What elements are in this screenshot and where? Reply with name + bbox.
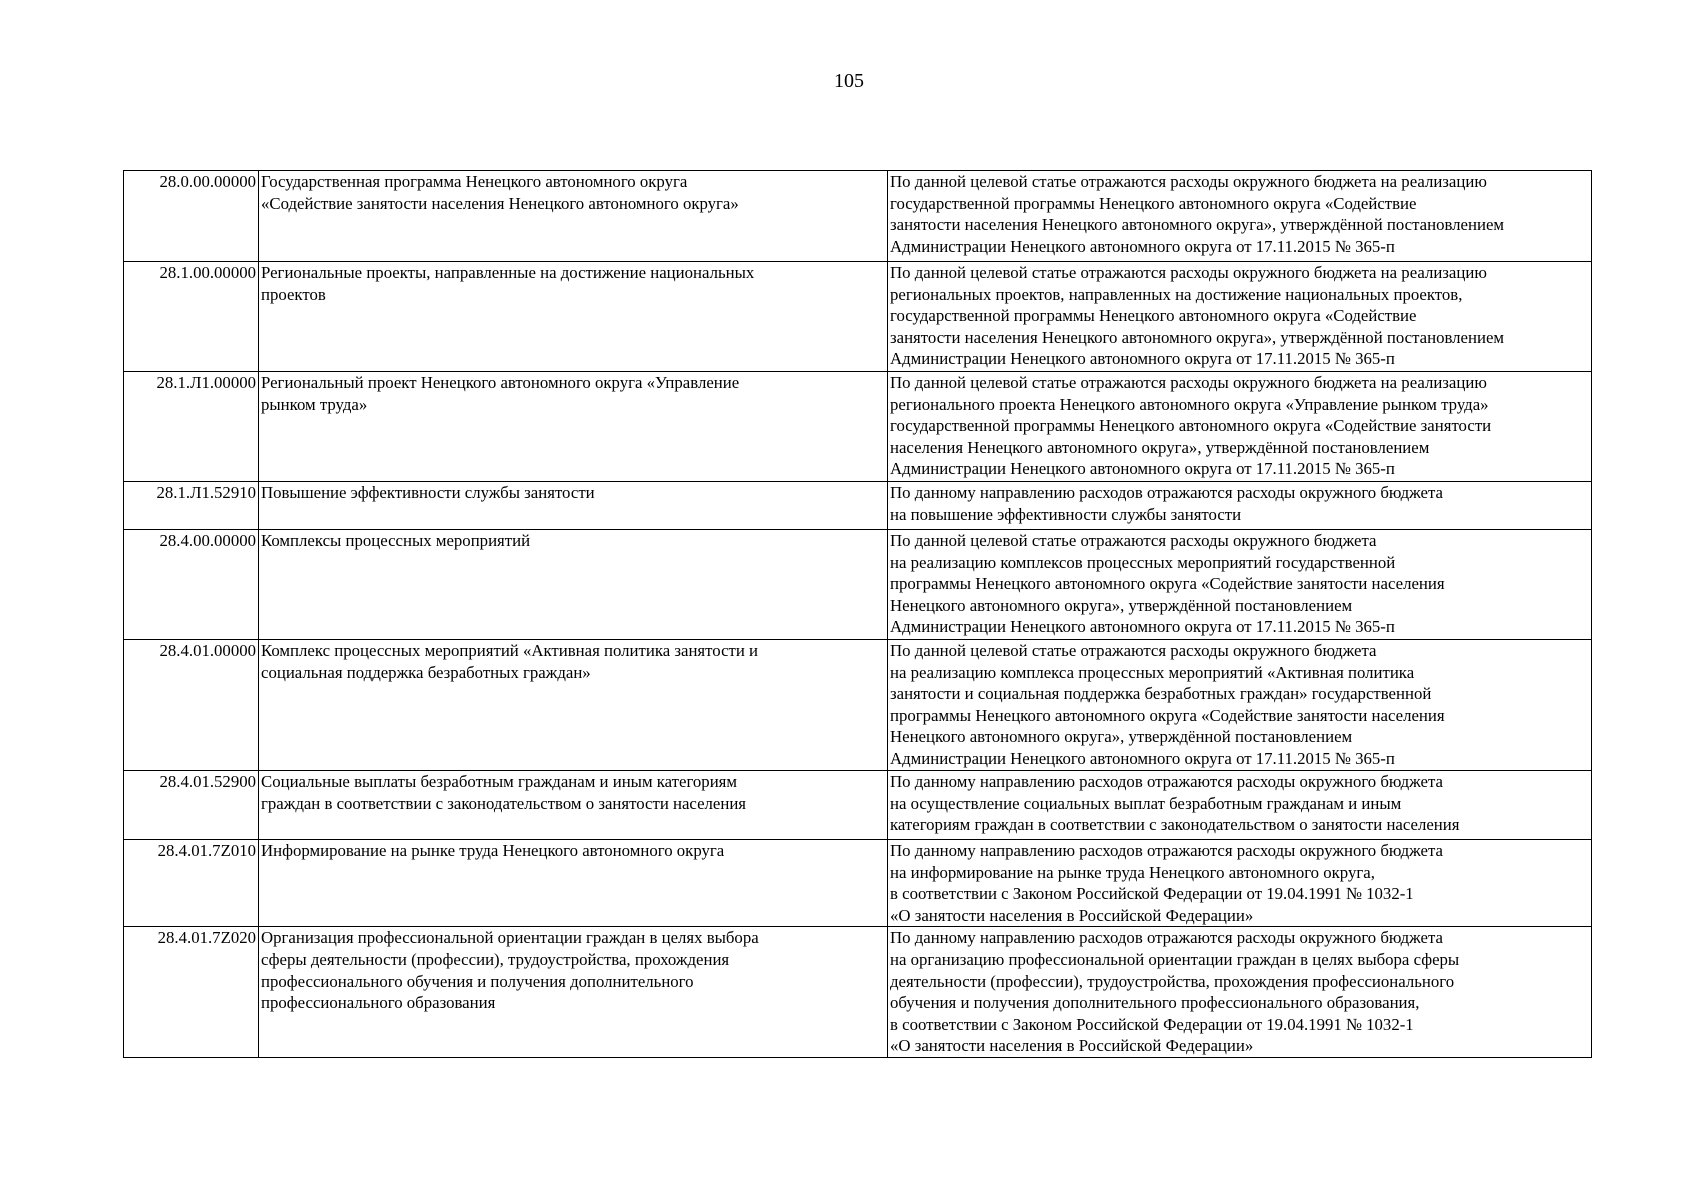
description-line: на реализацию комплекса процессных мероприятий «Активная политика (890, 662, 1415, 682)
description-line: государственной программы Ненецкого автономного округа «Содействие (890, 193, 1417, 213)
target-article-description (888, 840, 1592, 927)
target-article-code: 28.4.01.00000 (124, 640, 259, 771)
name-line: граждан в соответствии с законодательством о занятости населения (261, 793, 747, 813)
target-article-code: 28.4.00.00000 (124, 530, 259, 640)
table-row (124, 171, 1592, 262)
budget-classification-table (123, 170, 1592, 1058)
target-article-name (259, 482, 888, 530)
name-line: Социальные выплаты безработным гражданам и иным категориям (261, 772, 738, 791)
description-line: Ненецкого автономного округа», утверждённой постановлением (890, 595, 1353, 615)
name-line: Организация профессиональной ориентации граждан в целях выбора (261, 928, 759, 948)
name-line: проектов (261, 284, 326, 304)
name-line: профессионального образования (261, 993, 496, 1013)
target-article-name (259, 840, 888, 927)
description-line: «О занятости населения в Российской Федерации» (890, 905, 1254, 925)
target-article-description (888, 482, 1592, 530)
target-article-code: 28.1.Л1.00000 (124, 372, 259, 482)
target-article-description (888, 640, 1592, 771)
name-line: Государственная программа Ненецкого автономного округа (261, 172, 688, 191)
name-line: Региональный проект Ненецкого автономного округа «Управление (261, 373, 740, 392)
description-line: обучения и получения дополнительного профессионального образования, (890, 993, 1420, 1013)
name-line: Повышение эффективности службы занятости (261, 483, 595, 502)
description-line: категориям граждан в соответствии с законодательством о занятости населения (890, 815, 1460, 835)
description-line: По данной целевой статье отражаются расходы окружного бюджета на реализацию (890, 172, 1487, 191)
table-row (124, 530, 1592, 640)
description-line: в соответствии с Законом Российской Федерации от 19.04.1991 № 1032-1 (890, 884, 1414, 904)
description-line: По данному направлению расходов отражаются расходы окружного бюджета (890, 928, 1443, 948)
target-article-code: 28.4.01.52900 (124, 771, 259, 840)
table-row (124, 482, 1592, 530)
table-row (124, 372, 1592, 482)
target-article-code: 28.1.00.00000 (124, 262, 259, 372)
description-line: занятости и социальная поддержка безработных граждан» государственной (890, 684, 1432, 704)
description-line: По данной целевой статье отражаются расходы окружного бюджета на реализацию (890, 373, 1487, 392)
target-article-name (259, 927, 888, 1058)
description-line: в соответствии с Законом Российской Федерации от 19.04.1991 № 1032-1 (890, 1014, 1414, 1034)
description-line: деятельности (профессии), трудоустройства, прохождения профессионального (890, 971, 1455, 991)
target-article-code: 28.4.01.7Z010 (124, 840, 259, 927)
description-line: По данному направлению расходов отражаются расходы окружного бюджета (890, 772, 1443, 791)
page-number: 105 (834, 70, 864, 92)
description-line: «О занятости населения в Российской Федерации» (890, 1036, 1254, 1056)
table-body (124, 171, 1592, 1058)
target-article-code: 28.4.01.7Z020 (124, 927, 259, 1058)
name-line: Комплексы процессных мероприятий (261, 531, 531, 550)
table-row (124, 640, 1592, 771)
target-article-description (888, 262, 1592, 372)
description-line: программы Ненецкого автономного округа «Содействие занятости населения (890, 574, 1445, 594)
description-line: на реализацию комплексов процессных мероприятий государственной (890, 552, 1396, 572)
name-line: Региональные проекты, направленные на достижение национальных (261, 263, 755, 282)
description-line: государственной программы Ненецкого автономного округа «Содействие занятости (890, 416, 1492, 436)
name-line: Комплекс процессных мероприятий «Активная политика занятости и (261, 641, 759, 660)
table-row (124, 771, 1592, 840)
description-line: на организацию профессиональной ориентации граждан в целях выбора сферы (890, 949, 1460, 969)
target-article-name (259, 262, 888, 372)
target-article-name (259, 530, 888, 640)
description-line: населения Ненецкого автономного округа», утверждённой постановлением (890, 437, 1430, 457)
target-article-code: 28.1.Л1.52910 (124, 482, 259, 530)
description-line: Администрации Ненецкого автономного округа от 17.11.2015 № 365-п (890, 617, 1395, 637)
target-article-code: 28.0.00.00000 (124, 171, 259, 262)
description-line: программы Ненецкого автономного округа «Содействие занятости населения (890, 705, 1445, 725)
name-line: социальная поддержка безработных граждан» (261, 662, 591, 682)
name-line: профессионального обучения и получения дополнительного (261, 971, 694, 991)
name-line: сферы деятельности (профессии), трудоустройства, прохождения (261, 949, 730, 969)
table-row (124, 262, 1592, 372)
description-line: Администрации Ненецкого автономного округа от 17.11.2015 № 365-п (890, 459, 1395, 479)
target-article-description (888, 771, 1592, 840)
target-article-description (888, 171, 1592, 262)
name-line: Информирование на рынке труда Ненецкого автономного округа (261, 841, 725, 860)
description-line: Ненецкого автономного округа», утверждённой постановлением (890, 727, 1353, 747)
target-article-name (259, 372, 888, 482)
description-line: По данной целевой статье отражаются расходы окружного бюджета (890, 531, 1377, 550)
target-article-name (259, 640, 888, 771)
description-line: на повышение эффективности службы занятости (890, 504, 1242, 524)
description-line: Администрации Ненецкого автономного округа от 17.11.2015 № 365-п (890, 748, 1395, 768)
description-line: По данной целевой статье отражаются расходы окружного бюджета на реализацию (890, 263, 1487, 282)
description-line: на информирование на рынке труда Ненецкого автономного округа, (890, 862, 1375, 882)
target-article-description (888, 372, 1592, 482)
description-line: Администрации Ненецкого автономного округа от 17.11.2015 № 365-п (890, 349, 1395, 369)
description-line: регионального проекта Ненецкого автономного округа «Управление рынком труда» (890, 394, 1489, 414)
target-article-description (888, 927, 1592, 1058)
description-line: занятости населения Ненецкого автономного округа», утверждённой постановлением (890, 327, 1505, 347)
description-line: региональных проектов, направленных на достижение национальных проектов, (890, 284, 1463, 304)
name-line: «Содействие занятости населения Ненецкого автономного округа» (261, 193, 739, 213)
description-line: на осуществление социальных выплат безработным гражданам и иным (890, 793, 1402, 813)
description-line: По данной целевой статье отражаются расходы окружного бюджета (890, 641, 1377, 660)
description-line: По данному направлению расходов отражаются расходы окружного бюджета (890, 841, 1443, 860)
description-line: занятости населения Ненецкого автономного округа», утверждённой постановлением (890, 215, 1505, 235)
description-line: По данному направлению расходов отражаются расходы окружного бюджета (890, 483, 1443, 502)
target-article-description (888, 530, 1592, 640)
table-row (124, 927, 1592, 1058)
target-article-name (259, 771, 888, 840)
target-article-name (259, 171, 888, 262)
description-line: государственной программы Ненецкого автономного округа «Содействие (890, 306, 1417, 326)
name-line: рынком труда» (261, 394, 368, 414)
table-row (124, 840, 1592, 927)
description-line: Администрации Ненецкого автономного округа от 17.11.2015 № 365-п (890, 236, 1395, 256)
